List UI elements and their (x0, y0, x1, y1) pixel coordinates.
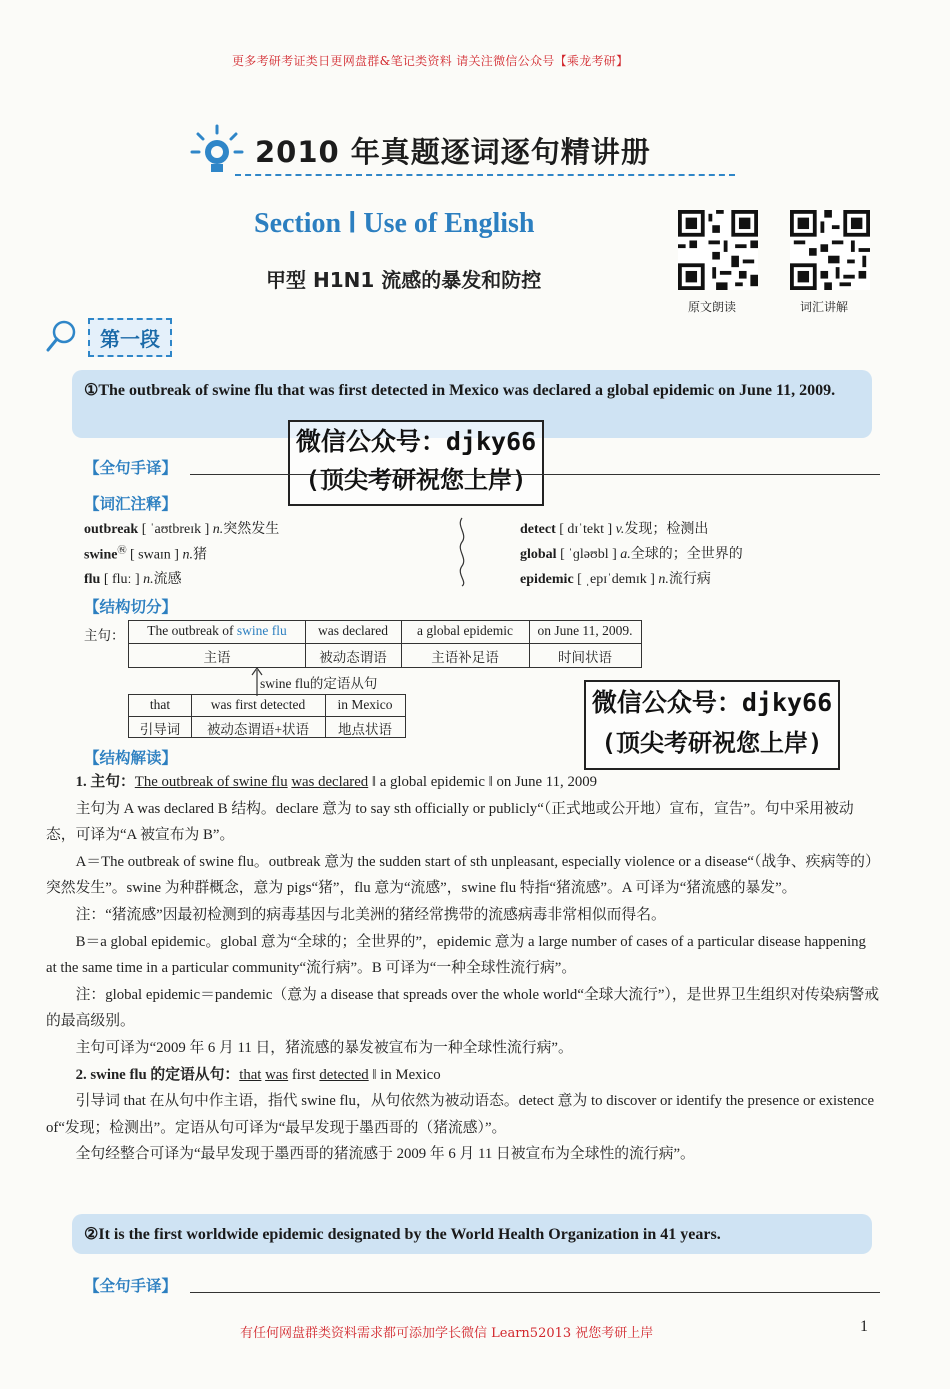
bottom-banner: 有任何网盘群类资料需求都可添加学长微信 Learn52013 祝您考研上岸 (240, 1326, 654, 1341)
vocab-flu: flu [ fluː ] n.流感 (84, 572, 182, 587)
main-part-complement: a global epidemic (417, 623, 513, 638)
sentence-1: ①The outbreak of swine flu that was first detected in Mexico was declared a global epidemic on June 11, 2009. (84, 382, 836, 399)
analysis-p7: 引导词 that 在从句中作主语，指代 swine flu，从句依然为被动语态。detect 意为 to discover or identify the presence or existence of“发现；检测出”。定语从句可译为“最早发现于墨西哥的（猪流感）”。 (46, 1093, 875, 1136)
translate-line-2[interactable] (190, 1292, 880, 1293)
clause-role-that: 引导词 (139, 722, 181, 737)
page-title-block (190, 122, 750, 184)
translate-heading-2: 【全句手译】 (84, 1277, 178, 1295)
paragraph-label: 第一段 (88, 318, 172, 357)
main-role-subject: 主语 (203, 650, 231, 665)
main-clause-label: 主句： (84, 628, 125, 643)
clause-role-place: 地点状语 (338, 722, 392, 737)
section-title: Section Ⅰ Use of English (254, 208, 535, 239)
main-part-predicate: was declared (317, 623, 389, 638)
lightbulb-icon (190, 124, 244, 178)
main-role-complement: 主语补足语 (431, 650, 499, 665)
analysis-body (46, 769, 880, 1168)
analysis-p4: B＝a global epidemic。global 意为“全球的；全世界的”，epidemic 意为 a large number of cases of a particular disease happening at the same time in a particular community“流行病”。B 可译为“一种全球性流行病”。 (46, 933, 866, 977)
watermark-1 (288, 420, 544, 506)
analysis-p1: 主句为 A was declared B 结构。declare 意为 to say sth officially or publicly“（正式地或公开地）宣布，宣告”。句中采用被动态，可译为“A 被宣布为 B”。 (46, 800, 854, 844)
translate-line-1[interactable] (190, 474, 880, 475)
vocab-swine: swine㊗ [ swaɪn ] n.猪 (84, 545, 207, 563)
vocab-detect: detect [ dɪˈtekt ] v.发现；检测出 (520, 522, 709, 537)
analysis-p6: 主句可译为“2009 年 6 月 11 日，猪流感的暴发被宣布为一种全球性流行病”。 (75, 1039, 573, 1056)
main-part-time: on June 11, 2009. (537, 623, 633, 638)
translate-heading-1: 【全句手译】 (84, 459, 178, 477)
analysis-heading: 【结构解读】 (84, 749, 178, 767)
vocab-global: global [ ˈɡləʊbl ] a.全球的；全世界的 (520, 547, 743, 562)
watermark-1-line1: 微信公众号：djky66 (295, 427, 537, 456)
qr-code-vocab[interactable] (790, 210, 870, 290)
main-clause-table (128, 620, 642, 668)
clause-part-predicate: was first detected (210, 697, 306, 712)
qr-label-vocab: 词汇讲解 (800, 300, 849, 314)
page-title: 2010 年真题逐词逐句精讲册 (255, 135, 651, 169)
vocab-epidemic: epidemic [ ˌepɪˈdemɪk ] n.流行病 (520, 572, 711, 587)
main-role-predicate: 被动态谓语 (319, 650, 387, 665)
watermark-1-line2: (顶尖考研祝您上岸) (305, 466, 527, 494)
analysis-p5: 注：global epidemic＝pandemic（意为 a disease that spreads over the whole world“全球大流行”），是世界卫生组织对传染病警戒的最高级别。 (46, 986, 879, 1030)
clause-part-that: that (149, 697, 171, 712)
analysis-p3: 注：“猪流感”因最初检测到的病毒基因与北美洲的猪经常携带的流感病毒非常相似而得名。 (75, 906, 666, 923)
analysis-p2: A＝The outbreak of swine flu。outbreak 意为 the sudden start of sth unpleasant, especially violence or a disease“（战争、疾病等的）突然发生”。swine 为种群概念，意为 pigs“猪”，flu 意为“流感”，swine flu 特指“猪流感”。A 可译为“猪流感的暴发”。 (46, 853, 880, 897)
vocab-outbreak: outbreak [ ˈaʊtbreɪk ] n.突然发生 (84, 522, 280, 537)
watermark-2-line2: (顶尖考研祝您上岸) (601, 729, 823, 757)
clause-table (128, 694, 406, 738)
qr-label-reading: 原文朗读 (688, 300, 737, 314)
main-role-time: 时间状语 (558, 650, 612, 665)
vocab-heading: 【词汇注释】 (84, 495, 178, 513)
title-underline (235, 174, 735, 176)
analysis-h1: 1. 主句：The outbreak of swine flu was declared ‖ a global epidemic ‖ on June 11, 2009 (75, 774, 598, 790)
clause-label: swine flu的定语从句 (260, 676, 378, 691)
passage-subtitle: 甲型 H1N1 流感的暴发和防控 (266, 268, 542, 292)
vocab-divider (455, 516, 469, 588)
watermark-2-line1: 微信公众号：djky66 (591, 688, 833, 717)
sentence-2: ②It is the first worldwide epidemic designated by the World Health Organization in 41 years. (84, 1226, 721, 1243)
watermark-2 (584, 680, 840, 770)
clause-part-place: in Mexico (337, 697, 393, 712)
qr-code-reading[interactable] (678, 210, 758, 290)
structure-heading: 【结构切分】 (84, 598, 178, 616)
analysis-h2: 2. swine flu 的定语从句：that was first detected ‖ in Mexico (75, 1066, 441, 1083)
clause-role-predicate: 被动态谓语+状语 (206, 722, 310, 737)
page-number: 1 (860, 1318, 868, 1335)
main-part-subject: The outbreak of swine flu (147, 623, 287, 638)
analysis-p8: 全句经整合可译为“最早发现于墨西哥的猪流感于 2009 年 6 月 11 日被宣布为全球性的流行病”。 (75, 1146, 695, 1163)
top-banner: 更多考研考证类日更网盘群&笔记类资料 请关注微信公众号【乘龙考研】 (232, 54, 629, 68)
magnifier-icon (44, 318, 80, 354)
